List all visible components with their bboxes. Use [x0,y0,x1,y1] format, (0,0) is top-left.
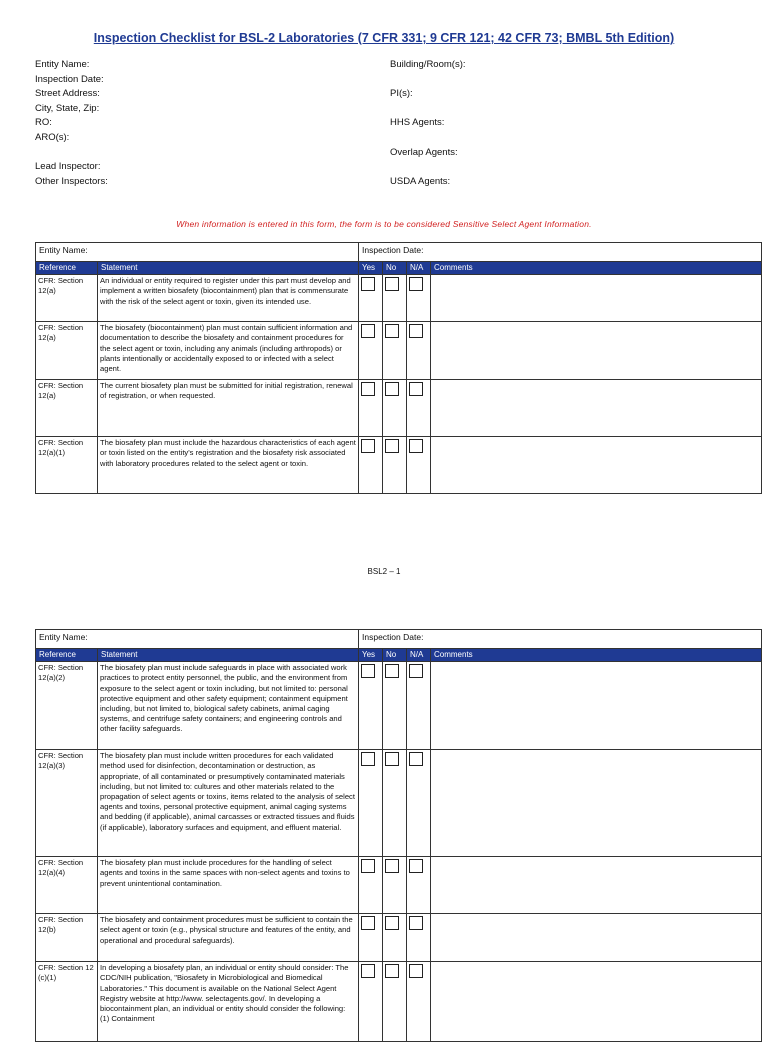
row-statement: The biosafety plan must include the hazardous characteristics of each agent or toxin listed on the entity's registration and the biosafety risk associated with laboratory procedures related to the select agent or toxin. [98,437,359,494]
no-checkbox[interactable] [385,752,399,766]
na-checkbox[interactable] [409,324,423,338]
yes-checkbox[interactable] [361,324,375,338]
page-number: BSL2 – 1 [367,567,401,576]
field-hhs-agents: HHS Agents: [390,117,445,129]
yes-checkbox[interactable] [361,664,375,678]
header-reference: Reference [36,262,98,275]
field-pis: PI(s): [390,88,413,100]
row-statement: The current biosafety plan must be submitted for initial registration, renewal of registration, or when requested. [98,380,359,437]
table-row [36,914,762,962]
inspection-date-cell[interactable]: Inspection Date: [359,243,762,262]
na-checkbox[interactable] [409,664,423,678]
field-street-address: Street Address: [35,88,100,100]
no-checkbox[interactable] [385,916,399,930]
field-city-state-zip: City, State, Zip: [35,102,100,114]
row-reference: CFR: Section 12 (c)(1) [36,962,98,1042]
header-na: N/A [407,262,431,275]
no-checkbox[interactable] [385,964,399,978]
yes-checkbox[interactable] [361,859,375,873]
no-checkbox[interactable] [385,664,399,678]
location-info-fields [390,58,466,189]
inspection-date-cell[interactable]: Inspection Date: [359,630,762,649]
table-row [36,662,762,750]
field-building-rooms: Building/Room(s): [390,59,466,70]
na-checkbox[interactable] [409,439,423,453]
field-lead-inspector: Lead Inspector: [35,161,101,173]
sensitive-info-warning: When information is entered in this form, the form is to be considered Sensitive Select Agent Information. [176,219,592,229]
header-yes: Yes [359,262,383,275]
na-checkbox[interactable] [409,964,423,978]
entity-name-cell[interactable]: Entity Name: [36,630,359,649]
no-checkbox[interactable] [385,439,399,453]
row-reference: CFR: Section 12(a)(1) [36,437,98,494]
row-reference: CFR: Section 12(b) [36,914,98,962]
field-overlap-agents: Overlap Agents: [390,146,458,158]
comments-cell[interactable] [431,322,762,380]
row-reference: CFR: Section 12(a) [36,322,98,380]
no-checkbox[interactable] [385,382,399,396]
comments-cell[interactable] [431,380,762,437]
no-checkbox[interactable] [385,859,399,873]
row-reference: CFR: Section 12(a)(3) [36,750,98,857]
yes-checkbox[interactable] [361,752,375,766]
comments-cell[interactable] [431,962,762,1042]
yes-checkbox[interactable] [361,439,375,453]
field-inspection-date: Inspection Date: [35,73,104,85]
comments-cell[interactable] [431,275,762,322]
yes-checkbox[interactable] [361,964,375,978]
comments-cell[interactable] [431,857,762,914]
row-statement: The biosafety plan must include procedures for the handling of select agents and toxins in the same spaces with non-select agents and toxins to prevent unintentional contamination. [98,857,359,914]
header-yes: Yes [359,649,383,662]
na-checkbox[interactable] [409,916,423,930]
header-statement: Statement [98,262,359,275]
field-usda-agents: USDA Agents: [390,175,451,187]
row-reference: CFR: Section 12(a) [36,275,98,322]
row-reference: CFR: Section 12(a)(4) [36,857,98,914]
comments-cell[interactable] [431,662,762,750]
row-reference: CFR: Section 12(a) [36,380,98,437]
comments-cell[interactable] [431,437,762,494]
header-comments: Comments [431,649,762,662]
header-statement: Statement [98,649,359,662]
field-entity-name: Entity Name: [35,59,90,70]
table-row [36,857,762,914]
comments-cell[interactable] [431,750,762,857]
na-checkbox[interactable] [409,277,423,291]
field-aro: ARO(s): [35,131,70,143]
table-row [36,962,762,1042]
table-row [36,275,762,322]
document-title: Inspection Checklist for BSL-2 Laboratories (7 CFR 331; 9 CFR 121; 42 CFR 73; BMBL 5th Edition) [93,31,675,45]
checklist-table-1 [35,242,762,494]
na-checkbox[interactable] [409,382,423,396]
entity-info-fields [35,58,108,189]
na-checkbox[interactable] [409,752,423,766]
field-ro: RO: [35,117,52,129]
na-checkbox[interactable] [409,859,423,873]
header-na: N/A [407,649,431,662]
row-statement: In developing a biosafety plan, an individual or entity should consider: The CDC/NIH publication, "Biosafety in Microbiological and Biomedical Laboratories." This document is available on the National Select Agent Registry website at http://www. selectagents.gov/. In developing a biocontainment plan, an individual or entity should consider the following: (1) Containment [98,962,359,1042]
table-row [36,437,762,494]
header-no: No [383,649,407,662]
row-statement: An individual or entity required to register under this part must develop and implement a written biosafety (biocontainment) plan that is commensurate with the risk of the select agent or toxin, given its intended use. [98,275,359,322]
row-statement: The biosafety plan must include safeguards in place with associated work practices to protect entity personnel, the public, and the environment from exposure to the select agent or toxin including, but not limited to: personal protective equipment and other safety equipment; containment equipment including, but not limited to, biological safety cabinets, animal caging systems, and centrifuge safety containers; and engineering controls and other facility safeguards. [98,662,359,750]
row-statement: The biosafety (biocontainment) plan must contain sufficient information and documentation to describe the biosafety and containment procedures for the select agent or toxin, including any animals (including arthropods) or plants intentionally or accidentally exposed to or infected with a select agent. [98,322,359,380]
header-reference: Reference [36,649,98,662]
row-reference: CFR: Section 12(a)(2) [36,662,98,750]
field-other-inspectors: Other Inspectors: [35,175,108,187]
header-comments: Comments [431,262,762,275]
header-no: No [383,262,407,275]
yes-checkbox[interactable] [361,916,375,930]
yes-checkbox[interactable] [361,277,375,291]
row-statement: The biosafety and containment procedures must be sufficient to contain the select agent or toxin (e.g., physical structure and features of the entity, and operational and procedural safeguards). [98,914,359,962]
checklist-table-2 [35,629,762,1042]
no-checkbox[interactable] [385,277,399,291]
yes-checkbox[interactable] [361,382,375,396]
row-statement: The biosafety plan must include written procedures for each validated method used for disinfection, decontamination or destruction, as appropriate, of all contaminated or presumptively contaminated materials including, but not limited to: cultures and other materials related to the propagation of select agents or toxins, items related to the analysis of select agents and toxins, personal protective equipment, animal caging systems and bedding (if applicable), animal carcasses or extracted tissues and fluids (if applicable), laboratory surfaces and equipment, and effluent material. [98,750,359,857]
entity-name-cell[interactable]: Entity Name: [36,243,359,262]
comments-cell[interactable] [431,914,762,962]
no-checkbox[interactable] [385,324,399,338]
table-row [36,380,762,437]
table-row [36,322,762,380]
table-row [36,750,762,857]
